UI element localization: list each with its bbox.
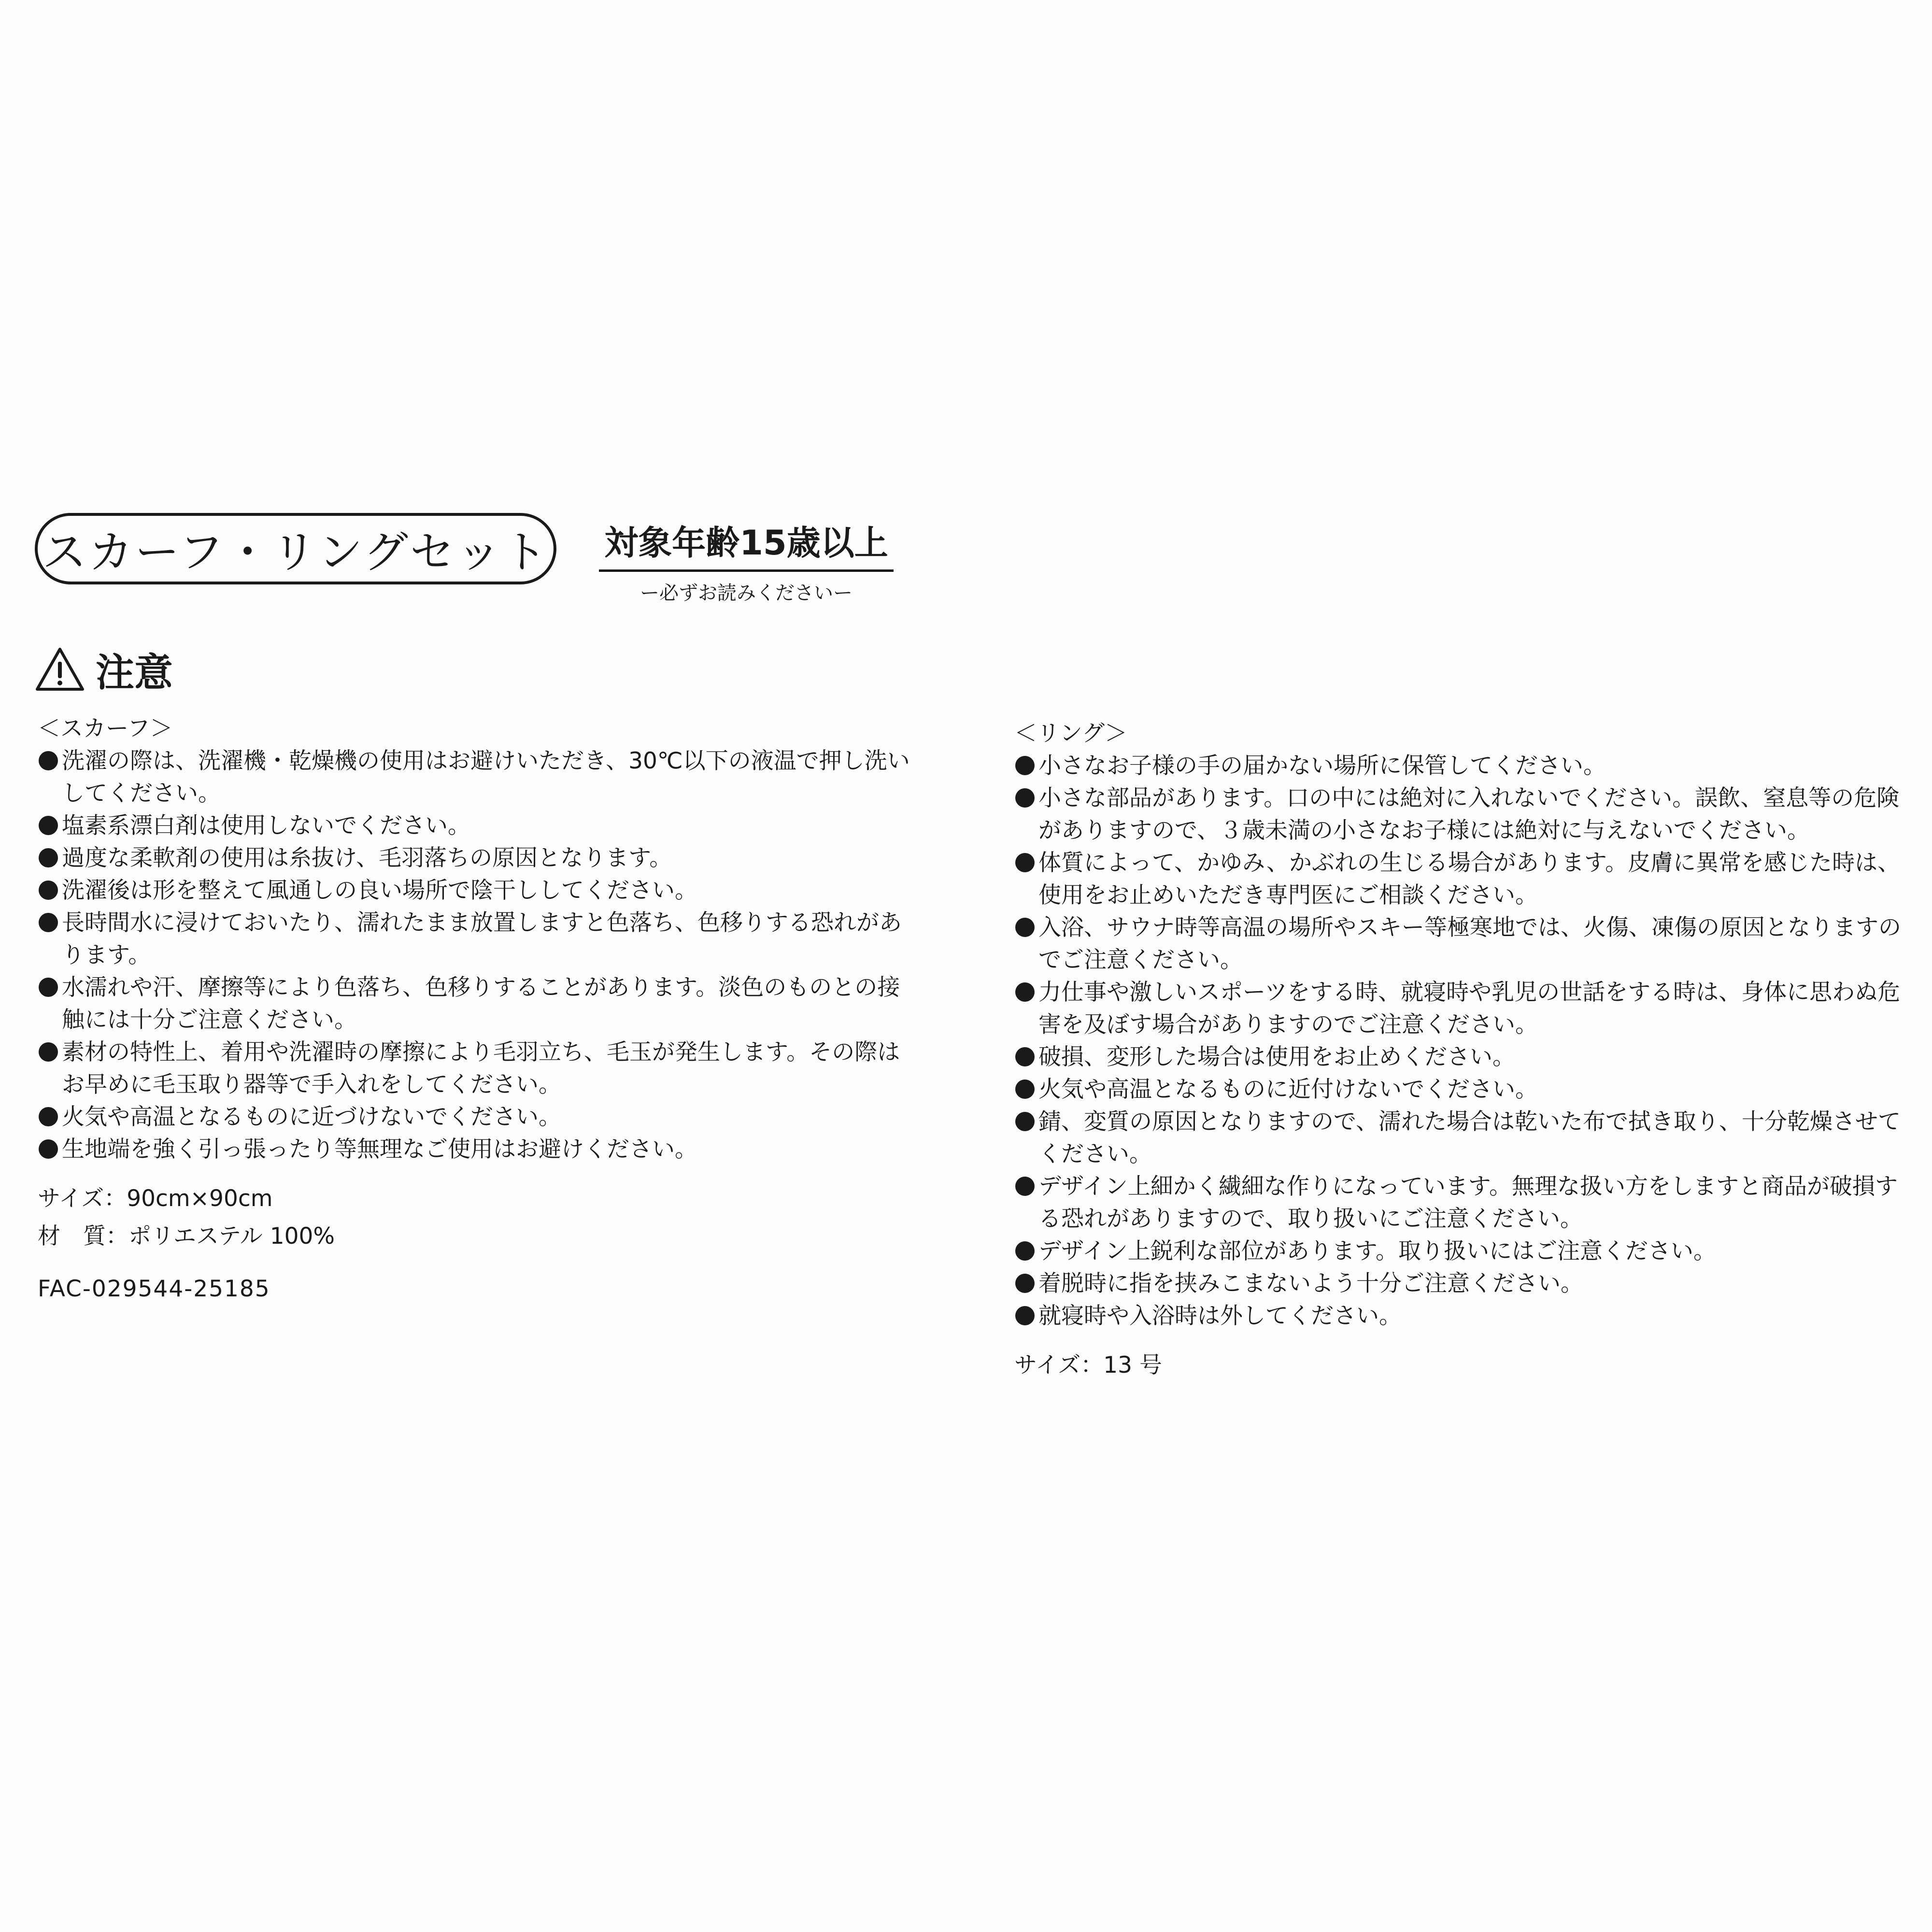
ring-size: サイズ：13 号 (1014, 1352, 1162, 1378)
list-item: 塩素系漂白剤は使用しないでください。 (38, 810, 917, 842)
list-item: 長時間水に浸けておいたり、濡れたまま放置しますと色落ち、色移りする恐れがあります。 (38, 907, 917, 971)
list-item: 就寝時や入浴時は外してください。 (1014, 1300, 1913, 1332)
list-item: 力仕事や激しいスポーツをする時、就寝時や乳児の世話をする時は、身体に思わぬ危害を及ぼす場合がありますのでご注意ください。 (1014, 976, 1913, 1041)
scarf-section (38, 712, 917, 1305)
list-item: 体質によって、かゆみ、かぶれの生じる場合があります。皮膚に異常を感じた時は、使用をお止めいただき専門医にご相談ください。 (1014, 847, 1913, 911)
list-item: 洗濯後は形を整えて風通しの良い場所で陰干ししてください。 (38, 874, 917, 907)
list-item: 水濡れや汗、摩擦等により色落ち、色移りすることがあります。淡色のものとの接触には十分ご注意ください。 (38, 971, 917, 1036)
list-item: 錆、変質の原因となりますので、濡れた場合は乾いた布で拭き取り、十分乾燥させてください。 (1014, 1106, 1913, 1170)
scarf-size: サイズ：90cm×90cm (38, 1185, 273, 1212)
list-item: 素材の特性上、着用や洗濯時の摩擦により毛羽立ち、毛玉が発生します。その際はお早めに毛玉取り器等で手入れをしてください。 (38, 1036, 917, 1101)
list-item: 火気や高温となるものに近づけないでください。 (38, 1101, 917, 1133)
list-item: 過度な柔軟剤の使用は糸抜け、毛羽落ちの原因となります。 (38, 842, 917, 874)
list-item: 洗濯の際は、洗濯機・乾燥機の使用はお避けいただき、30℃以下の液温で押し洗いしてください。 (38, 745, 917, 810)
list-item: 破損、変形した場合は使用をお止めください。 (1014, 1041, 1913, 1073)
product-name: スカーフ・リングセット (42, 526, 549, 578)
list-item: 火気や高温となるものに近付けないでください。 (1014, 1073, 1913, 1106)
list-item: デザイン上鋭利な部位があります。取り扱いにはご注意ください。 (1014, 1235, 1913, 1267)
age-recommendation (599, 516, 894, 605)
ring-warning-list (1014, 750, 1913, 1332)
scarf-heading: ＜スカーフ＞ (38, 715, 173, 742)
ring-heading: ＜リング＞ (1014, 720, 1128, 747)
ring-section (1014, 712, 1913, 1384)
caution-label: 注意 (96, 650, 173, 695)
list-item: 入浴、サウナ時等高温の場所やスキー等極寒地では、火傷、凍傷の原因となりますのでご注意ください。 (1014, 911, 1913, 976)
list-item: 生地端を強く引っ張ったり等無理なご使用はお避けください。 (38, 1133, 917, 1165)
ring-specs (1014, 1347, 1913, 1384)
list-item: 着脱時に指を挟みこまないよう十分ご注意ください。 (1014, 1267, 1913, 1300)
list-item: デザイン上細かく繊細な作りになっています。無理な扱い方をしますと商品が破損する恐れがありますので、取り扱いにご注意ください。 (1014, 1170, 1913, 1235)
read-note: ー必ずお読みくださいー (640, 582, 852, 604)
scarf-specs (38, 1180, 917, 1255)
scarf-material: 材 質：ポリエステル 100% (38, 1223, 335, 1250)
age-label: 対象年齢15歳以上 (599, 516, 894, 572)
warning-triangle-icon (35, 646, 85, 692)
list-item: 小さなお子様の手の届かない場所に保管してください。 (1014, 750, 1913, 782)
caution-heading (35, 642, 173, 696)
product-name-badge (35, 513, 556, 584)
scarf-warning-list (38, 745, 917, 1165)
list-item: 小さな部品があります。口の中には絶対に入れないでください。誤飲、窒息等の危険がありますので、３歳未満の小さなお子様には絶対に与えないでください。 (1014, 782, 1913, 847)
product-code: FAC-029544-25185 (38, 1276, 270, 1302)
